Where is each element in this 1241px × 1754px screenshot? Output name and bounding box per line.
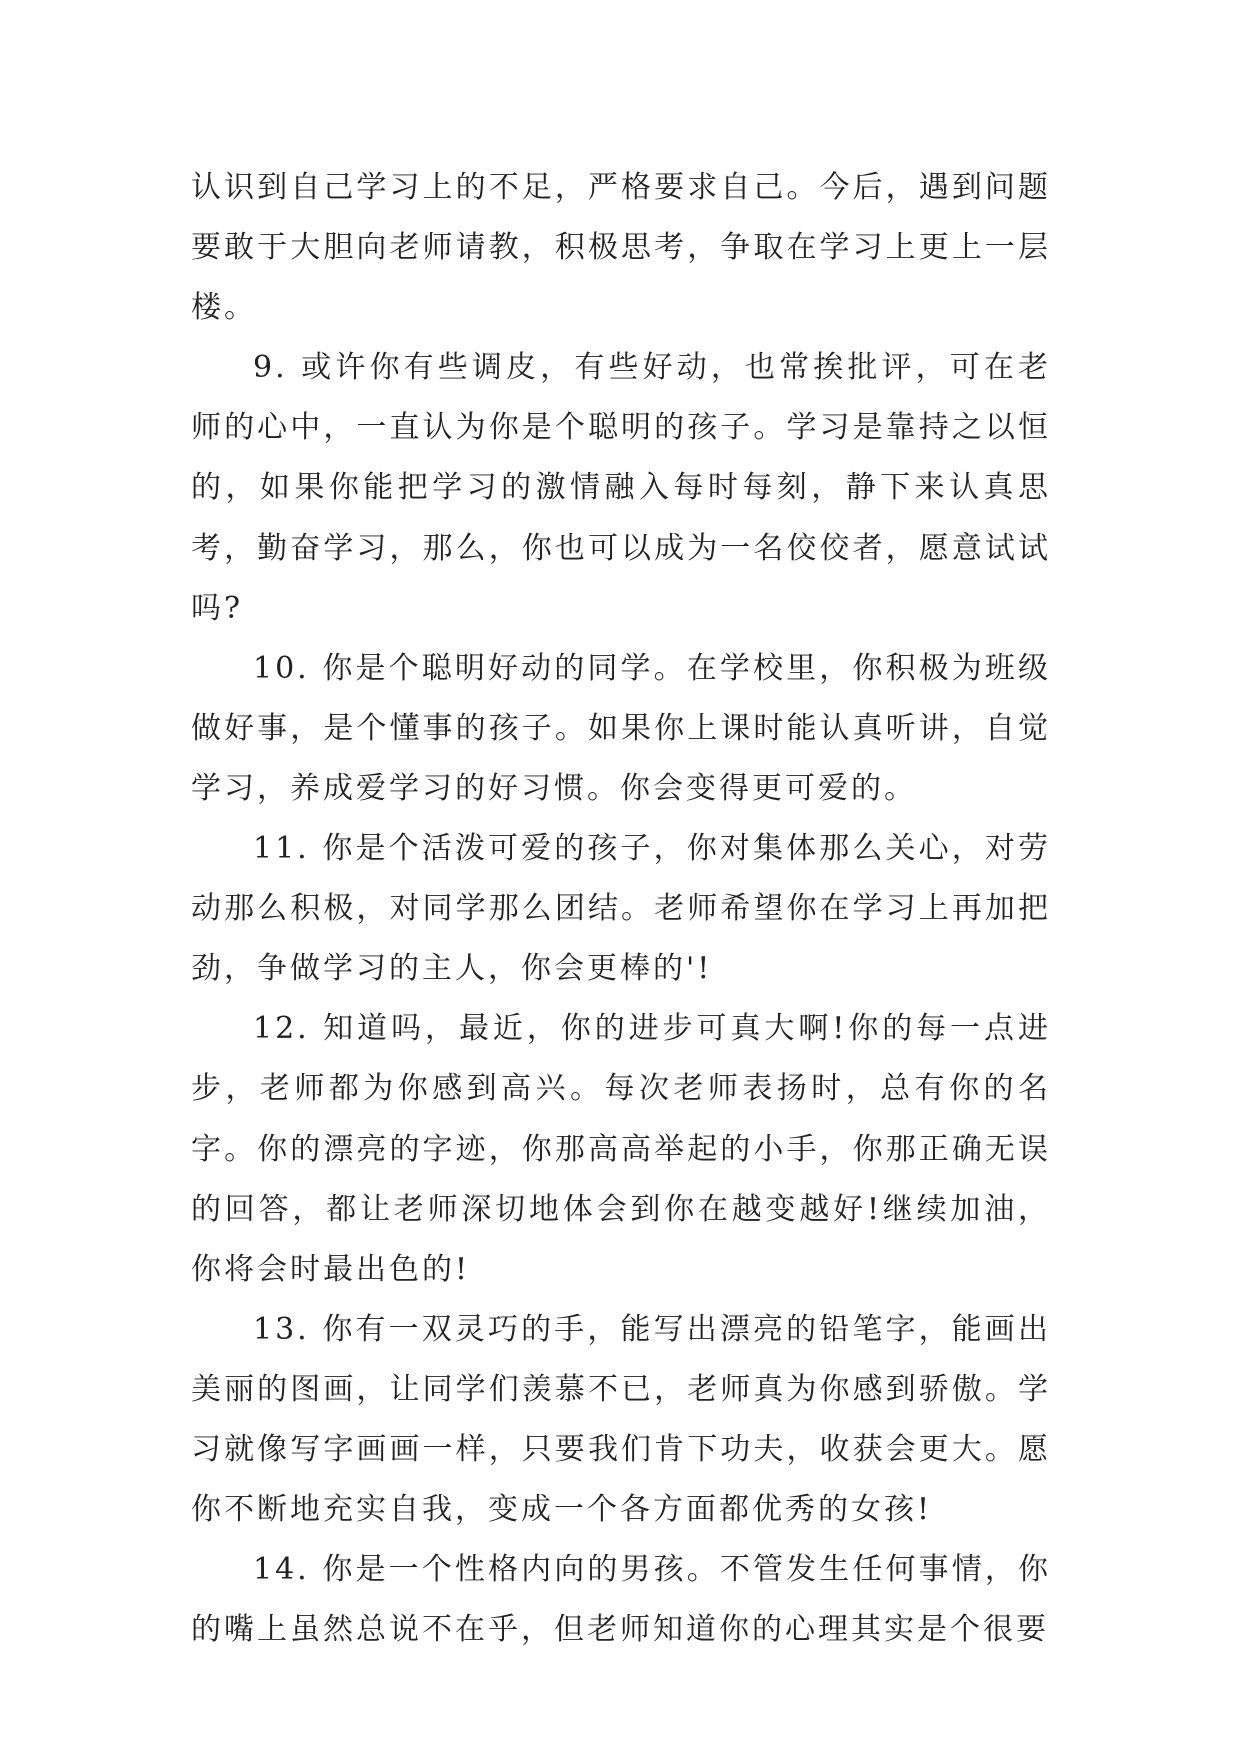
paragraph-item-11: 11. 你是个活泼可爱的孩子，你对集体那么关心，对劳动那么积极，对同学那么团结。老师希望你在学习上再加把劲，争做学习的主人，你会更棒的'! — [191, 831, 1051, 987]
paragraph-item-14: 14. 你是一个性格内向的男孩。不管发生任何事情，你的嘴上虽然总说不在乎，但老师知道你的心理其实是个很要 — [191, 1552, 1051, 1648]
paragraph-item-9: 9. 或许你有些调皮，有些好动，也常挨批评，可在老师的心中，一直认为你是个聪明的孩子。学习是靠持之以恒的，如果你能把学习的激情融入每时每刻，静下来认真思考，勤奋学习，那么，你也可以成为一名佼佼者，愿意试试吗? — [191, 350, 1051, 626]
paragraph-item-10: 10. 你是个聪明好动的同学。在学校里，你积极为班级做好事，是个懂事的孩子。如果你上课时能认真听讲，自觉学习，养成爱学习的好习惯。你会变得更可爱的。 — [191, 650, 1051, 806]
paragraph-item-13: 13. 你有一双灵巧的手，能写出漂亮的铅笔字，能画出美丽的图画，让同学们羡慕不已，老师真为你感到骄傲。学习就像写字画画一样，只要我们肯下功夫，收获会更大。愿你不断地充实自我，变成一个各方面都优秀的女孩! — [191, 1311, 1051, 1528]
paragraph-continuation: 认识到自己学习上的不足，严格要求自己。今后，遇到问题要敢于大胆向老师请教，积极思考，争取在学习上更上一层楼。 — [191, 170, 1051, 326]
paragraph-item-12: 12. 知道吗，最近，你的进步可真大啊!你的每一点进步，老师都为你感到高兴。每次老师表扬时，总有你的名字。你的漂亮的字迹，你那高高举起的小手，你那正确无误的回答，都让老师深切地体会到你在越变越好!继续加油，你将会时最出色的! — [191, 1011, 1051, 1287]
document-body — [191, 158, 1051, 1660]
